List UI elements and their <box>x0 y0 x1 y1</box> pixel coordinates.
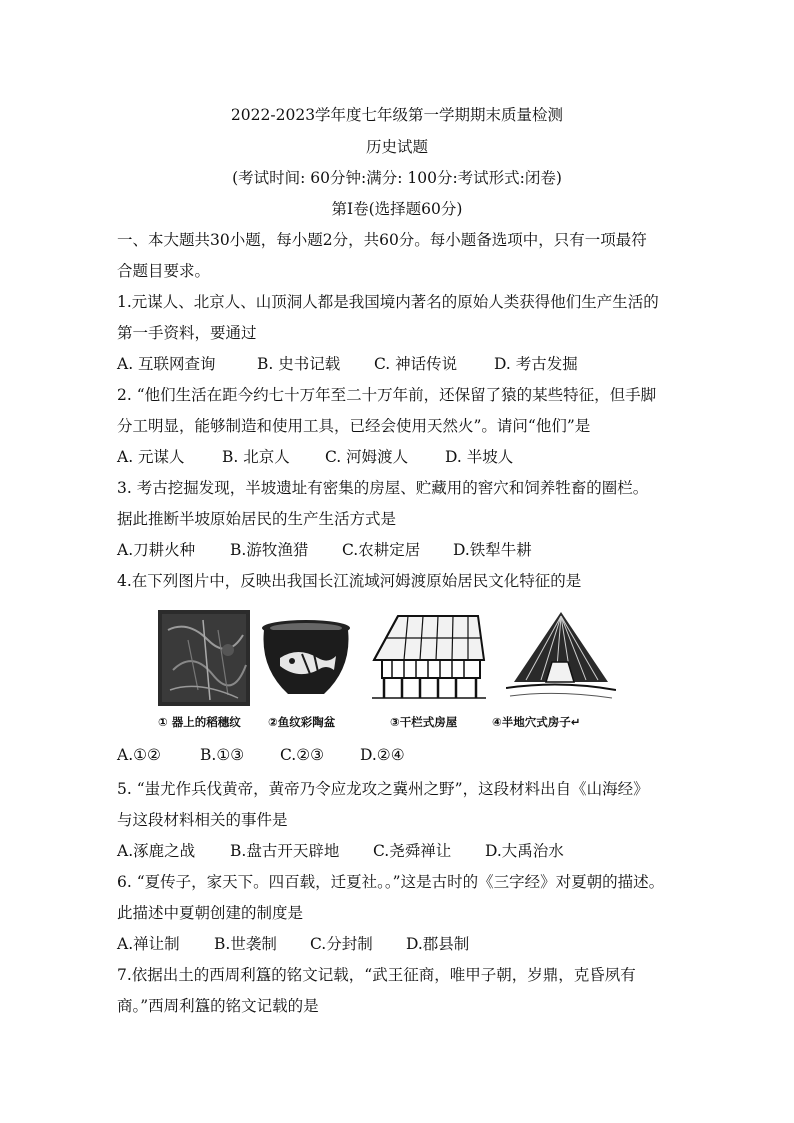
exam-subject: 历史试题 <box>365 138 428 156</box>
q2-option-b: B. 北京人 <box>222 448 290 466</box>
q5-option-b: B.盘古开天辟地 <box>230 842 340 860</box>
caption-2: ②鱼纹彩陶盆 <box>268 715 336 729</box>
q4-option-b: B.①③ <box>200 746 245 764</box>
q3-option-c: C.农耕定居 <box>342 541 421 559</box>
caption-4: ④半地穴式房子↵ <box>492 715 581 729</box>
caption-1: ① 器上的稻穗纹 <box>158 715 241 729</box>
rice-pattern-rubbing-image <box>158 610 250 706</box>
q1-option-d: D. 考古发掘 <box>494 355 578 373</box>
q6-option-b: B.世袭制 <box>214 935 277 953</box>
q3-options <box>117 538 532 560</box>
q4-figure <box>150 606 630 736</box>
q2-option-a: A. 元谋人 <box>117 448 185 466</box>
q2-stem-line2: 分工明显，能够制造和使用工具，已经会使用天然火”。请问“他们”是 <box>117 417 591 435</box>
caption-3: ③干栏式房屋 <box>390 715 458 729</box>
q7-stem-line2: 商。”西周利簋的铭文记载的是 <box>117 997 319 1015</box>
q3-option-a: A.刀耕火种 <box>117 541 196 559</box>
q6-stem-line2: 此描述中夏朝创建的制度是 <box>117 904 304 922</box>
q5-option-a: A.涿鹿之战 <box>117 842 196 860</box>
q1-option-c: C. 神话传说 <box>374 355 458 373</box>
q2-stem-line1: 2. “他们生活在距今约七十万年至二十万年前，还保留了猿的某些特征，但手脚 <box>117 386 657 404</box>
q2-option-c: C. 河姆渡人 <box>325 448 409 466</box>
fish-pattern-pot-image <box>258 618 354 702</box>
q3-option-b: B.游牧渔猎 <box>230 541 309 559</box>
q1-option-b: B. 史书记载 <box>257 355 341 373</box>
q1-option-a: A. 互联网查询 <box>117 355 216 373</box>
q5-option-d: D.大禹治水 <box>485 842 564 860</box>
exam-title: 2022-2023学年度七年级第一学期期末质量检测 <box>230 106 564 124</box>
q2-option-d: D. 半坡人 <box>445 448 514 466</box>
instructions-line2: 合题目要求。 <box>117 262 211 280</box>
q4-option-c: C.②③ <box>280 746 325 764</box>
stilt-house-image <box>368 610 488 702</box>
q1-stem-line1: 1.元谋人、北京人、山顶洞人都是我国境内著名的原始人类获得他们生产生活的 <box>117 293 659 311</box>
q5-options <box>117 839 564 861</box>
q2-options <box>117 445 513 467</box>
q5-stem-line2: 与这段材料相关的事件是 <box>117 811 288 829</box>
q5-option-c: C.尧舜禅让 <box>373 842 452 860</box>
q3-option-d: D.铁犁牛耕 <box>453 541 532 559</box>
q1-options <box>117 352 578 374</box>
q7-stem-line1: 7.依据出土的西周利簋的铭文记载，“武王征商，唯甲子朝，岁鼎，克昏夙有 <box>117 966 636 984</box>
exam-info: (考试时间: 60分钟:满分: 100分:考试形式:闭卷) <box>232 169 562 187</box>
q4-option-d: D.②④ <box>360 746 405 764</box>
instructions-line1: 一、本大题共30小题，每小题2分，共60分。每小题备选项中，只有一项最符 <box>117 231 647 249</box>
q6-option-c: C.分封制 <box>310 935 373 953</box>
semi-subterranean-house-image <box>506 610 616 702</box>
q1-stem-line2: 第一手资料，要通过 <box>117 324 257 342</box>
q6-stem-line1: 6. “夏传子，家天下。四百载，迁夏社。。”这是古时的《三字经》对夏朝的描述。 <box>117 873 665 891</box>
q4-stem-line1: 4.在下列图片中，反映出我国长江流域河姆渡原始居民文化特征的是 <box>117 572 582 590</box>
q3-stem-line1: 3. 考古挖掘发现，半坡遗址有密集的房屋、贮藏用的窖穴和饲养牲畜的圈栏。 <box>117 479 649 497</box>
q3-stem-line2: 据此推断半坡原始居民的生产生活方式是 <box>117 510 397 528</box>
q4-option-a: A.①② <box>117 746 161 764</box>
q6-options <box>117 932 469 954</box>
q6-option-a: A.禅让制 <box>117 935 180 953</box>
q4-options <box>117 746 405 764</box>
q6-option-d: D.郡县制 <box>406 935 470 953</box>
q5-stem-line1: 5. “蚩尤作兵伐黄帝，黄帝乃令应龙攻之冀州之野”，这段材料出自《山海经》 <box>117 780 649 798</box>
exam-part: 第Ⅰ卷(选择题60分) <box>331 200 463 218</box>
